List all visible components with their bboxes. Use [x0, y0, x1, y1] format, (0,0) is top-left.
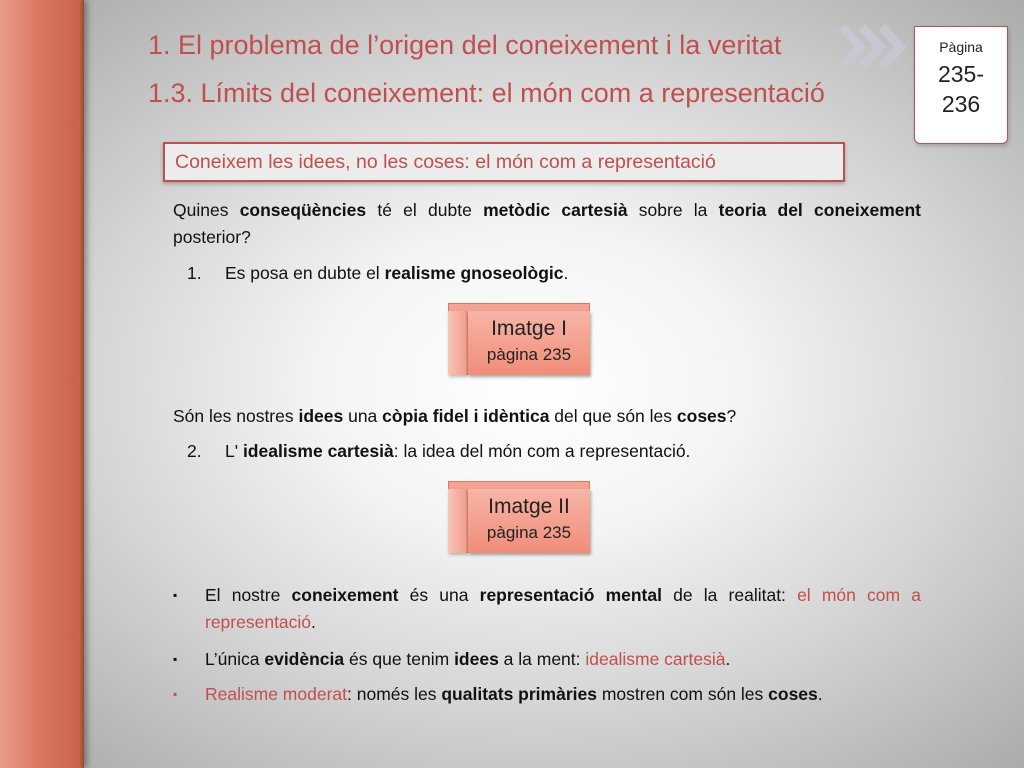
text-run: . — [725, 649, 731, 669]
image-title: Imatge I — [491, 317, 567, 340]
bold-run: realisme gnoseològic — [384, 263, 564, 283]
text-run: L’única — [205, 649, 265, 669]
left-decorative-bar — [0, 0, 84, 768]
text-run: L' — [225, 441, 243, 461]
bold-run: conseqüències — [239, 200, 367, 220]
section-heading: Coneixem les idees, no les coses: el món com a representació — [175, 151, 716, 173]
question-1 — [173, 197, 921, 251]
bullet-item-1 — [205, 582, 921, 636]
bold-run: coses — [676, 406, 727, 426]
text-run: és que tenim — [344, 649, 455, 669]
question-2 — [173, 403, 921, 430]
text-run: Són les nostres — [173, 406, 299, 426]
text-run: és una — [398, 585, 480, 605]
text-run: El nostre — [205, 585, 292, 605]
bold-run: metòdic cartesià — [483, 200, 628, 220]
image-card-1[interactable] — [448, 303, 590, 375]
bold-run: coneixement — [291, 585, 399, 605]
card-front — [468, 489, 590, 553]
numbered-item-1 — [225, 260, 568, 287]
highlight-run: el món com a representació — [205, 585, 921, 632]
bullet-icon: ▪ — [173, 588, 178, 602]
text-run: . — [817, 684, 823, 704]
text-run: Quines — [173, 200, 240, 220]
image-title: Imatge II — [488, 495, 570, 518]
text-run: Es posa en dubte el — [225, 263, 385, 283]
chevron-decoration-icon — [836, 22, 916, 72]
bold-run: còpia fidel i idèntica — [382, 406, 550, 426]
text-run: del que són les — [549, 406, 677, 426]
image-page: pàgina 235 — [486, 523, 572, 542]
text-run: té el dubte — [366, 200, 484, 220]
text-run: : només les — [347, 684, 442, 704]
bold-run: teoria del coneixement — [718, 200, 921, 220]
bold-run: qualitats primàries — [441, 684, 597, 704]
text-run: de la realitat: — [661, 585, 798, 605]
highlight-run: idealisme cartesià — [585, 649, 726, 669]
bold-run: idees — [454, 649, 499, 669]
highlight-run: Realisme moderat — [205, 684, 347, 704]
text-run: posterior? — [173, 227, 251, 247]
slide-subtitle: 1.3. Límits del coneixement: el món com a representació — [148, 78, 825, 108]
text-run: . — [563, 263, 569, 283]
bold-run: representació mental — [479, 585, 662, 605]
bold-run: idees — [298, 406, 344, 426]
card-front — [468, 311, 590, 375]
item-number: 1. — [187, 263, 202, 283]
bold-run: idealisme cartesià — [242, 441, 394, 461]
page-label: Pàgina — [939, 39, 983, 55]
bold-run: coses — [768, 684, 818, 704]
text-run: a la ment: — [498, 649, 586, 669]
text-run: mostren com són les — [596, 684, 769, 704]
page-numbers: 235-236 — [937, 61, 985, 117]
text-run: ? — [726, 406, 737, 426]
image-page: pàgina 235 — [486, 345, 572, 364]
image-card-2[interactable] — [448, 481, 590, 553]
text-run: una — [343, 406, 383, 426]
section-heading-box — [163, 142, 845, 182]
card-tab — [448, 489, 467, 553]
bullet-icon: ▪ — [173, 687, 178, 701]
text-run: sobre la — [627, 200, 719, 220]
text-run: . — [311, 612, 316, 632]
page-reference-box — [914, 26, 1008, 144]
bullet-icon: ▪ — [173, 652, 178, 666]
bold-run: evidència — [264, 649, 345, 669]
slide-title: 1. El problema de l’origen del coneixement i la veritat — [148, 30, 782, 60]
bullet-item-2 — [205, 646, 921, 673]
item-number: 2. — [187, 441, 202, 461]
bullet-item-3 — [205, 681, 921, 708]
numbered-item-2 — [225, 438, 690, 465]
card-tab — [448, 311, 467, 375]
text-run: : la idea del món com a representació. — [393, 441, 691, 461]
